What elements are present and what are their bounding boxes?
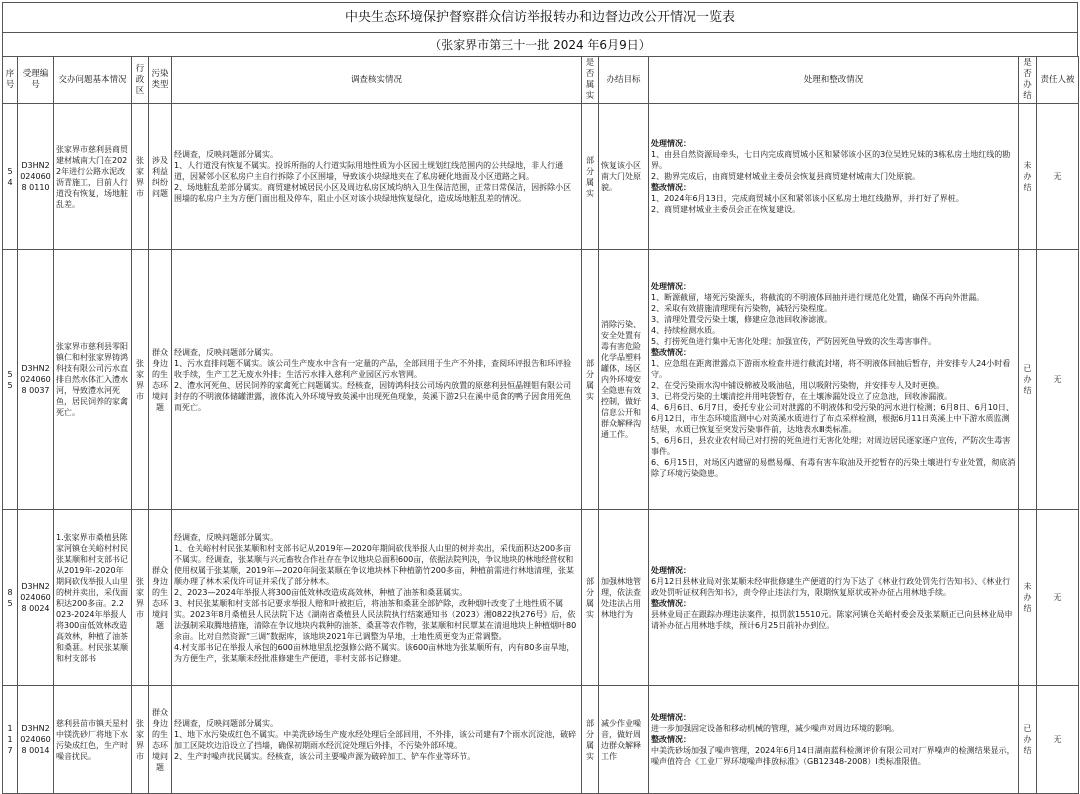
header-region: 行政区 [132,57,149,104]
page-subtitle: （张家界市第三十一批 2024 年6月9日） [2,32,1078,56]
cell-is-done: 已办结 [1019,250,1037,510]
cell-is-true: 部分属实 [582,510,599,686]
disclosure-table [2,56,1079,794]
handling-paragraph: 6、6月15日，对场区内遗留的易燃易爆、有毒有害车取油及开挖暂存的污染土壤进行专业处置，彻底消除了环境污染隐患。 [651,457,1016,478]
cell-problem: 慈利县苗市镇天星村中镁洗砂厂将地下水污染成红色，生产时噪音扰民。 [54,686,132,794]
investigation-paragraph: 2、生产时噪声扰民属实。经核查，该公司主要噪声源为破碎加工、铲车作业等环节。 [174,751,476,761]
handling-paragraph: 进一步加强固定设备和移动机械的管理，减少噪声对周边环境的影响。 [651,724,899,733]
cell-is-done: 已办结 [1019,686,1037,794]
cell-accountable: 无 [1037,686,1079,794]
handling-heading: 整改情况： [651,598,691,608]
investigation-paragraph: 2、2023—2024年举报人将300亩低效林改造成高效林，种植了油茶和桑葚属实。 [174,587,468,597]
cell-goal: 加强林地管理，依法查处违法占用林地行为 [599,510,649,686]
handling-paragraph: 2、勘界完成后，由商贸建材城业主委员会恢复县商贸建材城南大门处原貌。 [651,172,921,181]
investigation-paragraph: 4.村支部书记在举报人承包的600亩林地里乱挖强修公路不属实。该600亩林地为张某顺所有，内有80多亩旱地，为方便生产，张某顺未经批准修建生产便道，非村支部书记修建。 [174,642,575,663]
cell-id: D3HN20240608 0037 [18,250,54,510]
page-title: 中央生态环境保护督察群众信访举报转办和边督边改公开情况一览表 [2,2,1078,32]
table-row [3,686,1079,794]
header-id: 受理编号 [18,57,54,104]
handling-paragraph: 2、采取有效措施清理现有污染物，减轻污染程度。 [651,303,833,313]
cell-handling [649,104,1019,250]
cell-region: 张家界市 [132,104,149,250]
handling-paragraph: 1、由县自然资源局牵头，七日内完成商贸城小区和紧邻该小区的3位吴姓兄妹的3栋私房土地红线的勘界。 [651,150,1011,170]
cell-type: 群众身边的生态环境问题 [149,250,172,510]
cell-handling [649,250,1019,510]
cell-accountable: 无 [1037,104,1079,250]
cell-id: D3HN20240608 0014 [18,686,54,794]
cell-investigation [172,104,582,250]
handling-heading: 整改情况： [651,735,691,744]
cell-seq: 117 [3,686,18,794]
header-is-true: 是否属实 [582,57,599,104]
cell-goal: 消除污染、安全处置有毒有害危险化学品塑料罐体，场区内外环境安全隐患有效控制，做好信息公开和群众解释沟通工作。 [599,250,649,510]
investigation-paragraph: 经调查，反映问题部分属实。 [174,718,278,728]
cell-investigation [172,510,582,686]
handling-paragraph: 4、6月6日、6月7日，委托专业公司对泄露的不明液体和受污染的河水进行检测；6月8日、6月10日、6月12日，市生态环境监测中心对英溪水质进行了布点采样检测，根据6月11日英溪上中下游水质监测结果，水质已恢复至突发污染事件前，达地表水Ⅲ类标准。 [651,402,1014,434]
handling-heading: 处理情况： [651,281,691,291]
header-is-done: 是否办结 [1019,57,1037,104]
document-page [2,2,1078,777]
investigation-paragraph: 1、污水直排问题不属实。该公司生产废水中含有一定量的产品，全部回用于生产不外排，查阅环评报告和环评验收手续，生产工艺无废水外排；生活污水排入慈利产业园区污水管网。 [174,358,572,379]
header-type: 污染类型 [149,57,172,104]
investigation-paragraph: 1、地下水污染成红色不属实。中美洗砂场生产废水经处理后全部回用，不外排，该公司建有7个雨水沉淀池，破碎加工区陡坎边沿设立了挡墙，确保初期雨水经沉淀处理后外排，不污染外部环境。 [174,729,577,750]
cell-seq: 55 [3,250,18,510]
handling-paragraph: 5、6月6日，县农业农村局已对打捞的死鱼进行无害化处理；对周边居民逐家逐户宣传，严防次生毒害事件。 [651,435,1011,456]
handling-paragraph: 2、商贸建材城业主委员会正在恢复建设。 [651,205,801,214]
handling-heading: 处理情况： [651,565,691,575]
cell-region: 张家界市 [132,686,149,794]
cell-is-done: 未办结 [1019,510,1037,686]
investigation-paragraph: 3、村民张某顺和村支部书记要求举报人赔和叶被拒后，将油茶和桑葚全部铲除，改种烟叶改变了土地性质不属实。2023年8月桑植县人民法院下达《湖南省桑植县人民法院执行结案通知书（2023）湘0822执276号》后，依法强制采取腾地措施，清除在争议地块内栽种的油茶、桑葚等农作物，张某顺和村民覃某在清退地块上种植烟叶80余亩。比对自然资源“三调”数据库，该地块2021年已调整为旱地，土地性质更变为正常调整。 [174,598,577,641]
cell-problem: 1.张家界市桑植县陈家河镇仓关峪村村民张某顺和村支部书记从2019年-2020年期间砍伐举报人山里的树并卖出，采伐面积达200多亩。2.2023-2024年举报人将300亩低效林改造高效林，种植了油茶和桑葚。村民张某顺和村支部书 [54,510,132,686]
cell-handling [649,510,1019,686]
cell-type: 群众身边的生态环境问题 [149,510,172,686]
cell-problem: 张家界市慈利县零阳镇仁和村张家界铸鸿科技有限公司污水直排自然水体汇入澧水河，导致澧水河死鱼，居民饲养的家禽死亡。 [54,250,132,510]
header-seq: 序号 [3,57,18,104]
handling-paragraph: 3、已将受污染的土壤清挖并用吨袋暂存，在土壤渗漏处设立了应急池，回收渗漏液。 [651,391,953,401]
handling-paragraph: 1、2024年6月13日，完成商贸城小区和紧邻该小区私房土地红线勘界，并打好了界桩。 [651,194,964,203]
handling-heading: 处理情况： [651,713,691,722]
handling-paragraph: 1、应急组在距离泄露点下游雨水检查井进行截流封堵，将不明液体回抽后暂存，并安排专人24小时看守。 [651,358,1011,379]
cell-region: 张家界市 [132,250,149,510]
table-row [3,250,1079,510]
investigation-paragraph: 经调查，反映问题部分属实。 [174,532,278,542]
cell-id: D3HN20240608 0024 [18,510,54,686]
cell-is-done: 未办结 [1019,104,1037,250]
cell-accountable: 无 [1037,250,1079,510]
header-goal: 办结目标 [599,57,649,104]
cell-region: 张家界市 [132,510,149,686]
investigation-paragraph: 经调查，反映问题部分属实。 [174,347,278,357]
cell-seq: 85 [3,510,18,686]
cell-is-true: 部分属实 [582,104,599,250]
cell-investigation [172,250,582,510]
handling-paragraph: 1、断源截留，堵死污染源头，将截流的不明液体回抽并进行规范化处置，确保不再向外泄漏。 [651,292,985,302]
handling-paragraph: 3、清理处置受污染土壤，修建应急池回收渗滤液。 [651,314,833,324]
cell-seq: 54 [3,104,18,250]
cell-type: 群众身边的生态环境问题 [149,686,172,794]
investigation-paragraph: 1、人行道没有恢复不属实。投诉所指的人行道实际用地性质为小区园土规划红线范围内的公共绿地，非人行通道，因紧邻小区私房户主自行拆除了小区围墙，导致该小块绿地夹在了私房硬化地面及小区道路之间。 [174,161,564,181]
table-header-row [3,57,1079,104]
cell-type: 涉及利益纠纷问题 [149,104,172,250]
table-row [3,510,1079,686]
investigation-paragraph: 经调查，反映问题部分属实。 [174,150,278,159]
handling-paragraph: 县林业局正在跟踪办理违法案件，拟罚款15510元。陈家河镇仓关峪村委会及张某顺正已向县林业局申请补办征占用林地手续，预计6月25日前补办到位。 [651,609,1013,630]
header-problem: 交办问题基本情况 [54,57,132,104]
cell-handling [649,686,1019,794]
cell-problem: 张家界市慈利县商贸建材城南大门在2022年进行公路水泥改沥青施工，目前人行道没有恢复，场地脏乱差。 [54,104,132,250]
handling-paragraph: 5、打捞死鱼进行集中无害化处理；加强宣传，严防因死鱼导致的次生毒害事件。 [651,336,937,346]
handling-heading: 整改情况： [651,183,691,192]
handling-paragraph: 中美洗砂场加强了噪声管理，2024年6月14日湖南蓝科检测评价有限公司对厂界噪声的检测结果显示，噪声值符合《工业厂界环境噪声排放标准》（GB12348-2008）Ⅰ类标准限值。 [651,746,1015,766]
handling-heading: 整改情况： [651,347,691,357]
cell-investigation [172,686,582,794]
cell-goal: 减少作业噪音，做好周边群众解释工作 [599,686,649,794]
header-accountable: 责任人被 [1037,57,1079,104]
cell-goal: 恢复该小区南大门处原貌。 [599,104,649,250]
header-investigation: 调查核实情况 [172,57,582,104]
investigation-paragraph: 2、场地脏乱差部分属实。商贸建材城居民小区及周边私房区域均纳入卫生保洁范围，正常日常保洁，因拆除小区围墙的私房户主为方便门面出租及停车，阻止小区对该小块绿地恢复绿化，造成场地脏乱差的情况。 [174,183,572,203]
table-row [3,104,1079,250]
cell-is-true: 部分属实 [582,686,599,794]
handling-paragraph: 6月12日县林业局对张某顺未经审批修建生产便道的行为下达了《林业行政处罚先行告知书》、《林业行政处罚听证权利告知书》，责令停止违法行为，限期恢复原状或补办征占用林地手续。 [651,576,1011,597]
handling-paragraph: 4、持续检测水质。 [651,325,721,335]
cell-accountable: 无 [1037,510,1079,686]
handling-heading: 处理情况： [651,139,691,148]
investigation-paragraph: 1、仓关峪村村民张某顺和村支部书记从2019年—2020年期间砍伐举报人山里的树并卖出，采伐面积达200多亩不属实。经调查，张某顺与兴元畜牧合作社存在争议地块总面积600亩，依据法院判决，争议地块的林地经营权和使用权属于张某顺，2019年—2020年间张某顺在争议地块林下种植箭竹200多亩，种植前需进行林地清理，张某顺办理了林木采伐许可证并采伐了部分林木。 [174,543,574,586]
investigation-paragraph: 2、澧水河死鱼、居民饲养的家禽死亡问题属实。经核查，因铸鸿科技公司场内放置的原慈利县恒晶锂钼有限公司封存的不明液体储罐泄露，液体流入外环境导致英溪中出现死鱼现象，英溪下游2只在溪中觅食的鸭子因食用死鱼而死亡。 [174,380,572,412]
cell-is-true: 部分属实 [582,250,599,510]
cell-id: D3HN20240608 0110 [18,104,54,250]
header-handling: 处理和整改情况 [649,57,1019,104]
handling-paragraph: 2、在受污染雨水沟中铺设棉被及吸油毡，用以吸附污染物，并安排专人及时更换。 [651,380,945,390]
